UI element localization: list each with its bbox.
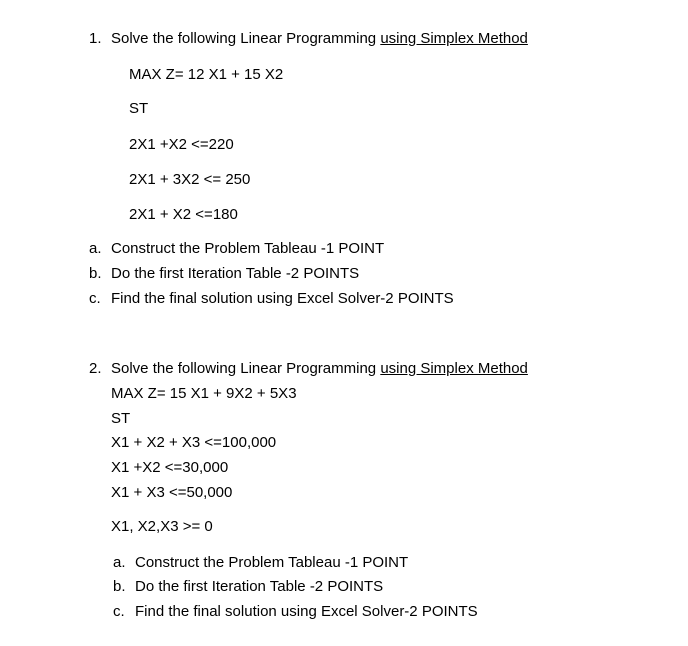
q2-st: ST <box>111 410 131 427</box>
q1-part-a <box>89 240 384 258</box>
q1-part-c-text: Find the final solution using Excel Solver-2 POINTS <box>111 290 454 307</box>
q2-part-b <box>113 578 383 596</box>
q2-part-a-text: Construct the Problem Tableau -1 POINT <box>135 554 409 571</box>
q1-objective: MAX Z= 12 X1 + 15 X2 <box>129 66 284 83</box>
q1-part-a-marker: a. <box>89 240 102 257</box>
q1-part-b <box>89 265 359 283</box>
q2-constraint-1: X1 + X2 + X3 <=100,000 <box>111 434 277 451</box>
q1-method: using Simplex Method <box>380 30 528 47</box>
q1-constraint-3: 2X1 + X2 <=180 <box>129 206 238 223</box>
q1-part-c-marker: c. <box>89 290 101 307</box>
q1-number: 1. <box>89 30 102 47</box>
q1-part-b-text: Do the first Iteration Table -2 POINTS <box>111 265 360 282</box>
q2-nonnegativity: X1, X2,X3 >= 0 <box>111 518 213 535</box>
q2-constraint-3: X1 + X3 <=50,000 <box>111 484 233 501</box>
q2-heading <box>89 360 528 378</box>
q2-part-a <box>113 554 408 572</box>
q2-objective: MAX Z= 15 X1 + 9X2 + 5X3 <box>111 385 297 402</box>
q2-method: using Simplex Method <box>380 360 528 377</box>
q1-constraint-1: 2X1 +X2 <=220 <box>129 136 234 153</box>
q2-constraint-2: X1 +X2 <=30,000 <box>111 459 229 476</box>
q1-part-c <box>89 290 454 308</box>
q2-number: 2. <box>89 360 102 377</box>
q1-part-b-marker: b. <box>89 265 102 282</box>
q1-st: ST <box>129 100 149 117</box>
q2-part-c <box>113 603 478 621</box>
q2-part-a-marker: a. <box>113 554 126 571</box>
q1-prompt: Solve the following Linear Programming <box>111 30 381 47</box>
q2-part-c-marker: c. <box>113 603 125 620</box>
q2-part-b-marker: b. <box>113 578 126 595</box>
q1-constraint-2: 2X1 + 3X2 <= 250 <box>129 171 251 188</box>
q1-part-a-text: Construct the Problem Tableau -1 POINT <box>111 240 385 257</box>
q2-part-c-text: Find the final solution using Excel Solver-2 POINTS <box>135 603 478 620</box>
q2-prompt: Solve the following Linear Programming <box>111 360 381 377</box>
q1-heading <box>89 30 528 48</box>
q2-part-b-text: Do the first Iteration Table -2 POINTS <box>135 578 384 595</box>
